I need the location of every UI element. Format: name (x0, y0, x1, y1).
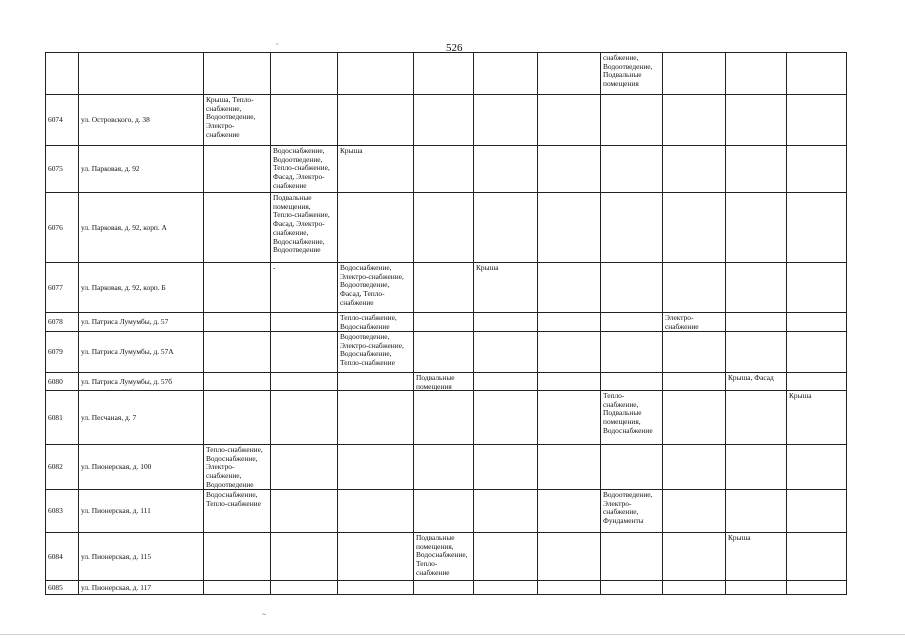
scan-edge-line (0, 634, 905, 635)
work-type-cell (473, 532, 537, 580)
work-type-cell (537, 262, 600, 312)
work-type-cell (786, 372, 846, 390)
address-cell: ул. Песчаная, д. 7 (78, 390, 203, 444)
work-type-cell (413, 390, 473, 444)
row-number: 6083 (45, 489, 78, 532)
row-number: 6081 (45, 390, 78, 444)
work-type-cell (786, 489, 846, 532)
work-type-cell (725, 580, 786, 595)
work-type-cell: Крыша (786, 390, 846, 444)
work-type-cell (725, 192, 786, 262)
work-type-cell (203, 580, 270, 595)
work-type-cell (662, 331, 725, 372)
work-type-cell (537, 94, 600, 145)
work-type-cell (786, 444, 846, 489)
work-type-cell (413, 312, 473, 331)
work-type-cell (786, 192, 846, 262)
work-type-cell (413, 444, 473, 489)
work-type-cell (337, 372, 413, 390)
work-type-cell: Водоснабжение, Тепло-снабжение (203, 489, 270, 532)
work-type-cell (600, 262, 662, 312)
work-type-cell (337, 580, 413, 595)
repair-schedule-table (45, 52, 846, 595)
work-type-cell (337, 192, 413, 262)
work-type-cell: Тепло-снабжение, Водоснабжение (337, 312, 413, 331)
work-type-cell (786, 331, 846, 372)
work-type-cell (413, 192, 473, 262)
work-type-cell (337, 532, 413, 580)
work-type-cell (270, 580, 337, 595)
work-type-cell (337, 52, 413, 94)
work-type-cell (786, 262, 846, 312)
work-type-cell: - (270, 262, 337, 312)
work-type-cell (203, 312, 270, 331)
work-type-cell (600, 580, 662, 595)
work-type-cell (473, 580, 537, 595)
work-type-cell (270, 390, 337, 444)
work-type-cell (203, 192, 270, 262)
row-number: 6078 (45, 312, 78, 331)
work-type-cell (337, 489, 413, 532)
work-type-cell (413, 580, 473, 595)
work-type-cell (662, 390, 725, 444)
work-type-cell (270, 489, 337, 532)
work-type-cell (337, 444, 413, 489)
work-type-cell: Водоснабжение, Водоотведение, Тепло-снабжение, Фасад, Электро- снабжение (270, 145, 337, 192)
work-type-cell (537, 192, 600, 262)
scan-mark: ˇ (276, 42, 279, 51)
work-type-cell: Крыша, Фасад (725, 372, 786, 390)
work-type-cell (662, 262, 725, 312)
address-cell: ул. Патриса Лумумбы, д. 57б (78, 372, 203, 390)
work-type-cell (600, 372, 662, 390)
work-type-cell (600, 331, 662, 372)
work-type-cell (473, 390, 537, 444)
work-type-cell (725, 52, 786, 94)
work-type-cell (203, 262, 270, 312)
work-type-cell (786, 94, 846, 145)
work-type-cell (473, 192, 537, 262)
work-type-cell (600, 145, 662, 192)
work-type-cell (203, 331, 270, 372)
work-type-cell (270, 331, 337, 372)
work-type-cell (537, 331, 600, 372)
row-number (45, 52, 78, 94)
work-type-cell (413, 262, 473, 312)
work-type-cell (786, 312, 846, 331)
page-number: 526 (446, 42, 463, 54)
work-type-cell (725, 145, 786, 192)
work-type-cell (662, 489, 725, 532)
work-type-cell (725, 390, 786, 444)
work-type-cell (600, 94, 662, 145)
work-type-cell (270, 532, 337, 580)
address-cell: ул. Парковая, д. 92, корп. Б (78, 262, 203, 312)
work-type-cell: Подвальные помещения, Водоснабжение, Тепло- снабжение (413, 532, 473, 580)
address-cell: ул. Островского, д. 38 (78, 94, 203, 145)
work-type-cell (270, 444, 337, 489)
work-type-cell (662, 94, 725, 145)
row-number: 6074 (45, 94, 78, 145)
work-type-cell (203, 390, 270, 444)
work-type-cell (662, 580, 725, 595)
work-type-cell (725, 312, 786, 331)
work-type-cell (662, 192, 725, 262)
work-type-cell (600, 532, 662, 580)
work-type-cell (600, 192, 662, 262)
work-type-cell (337, 390, 413, 444)
row-number: 6075 (45, 145, 78, 192)
address-cell: ул. Патриса Лумумбы, д. 57 (78, 312, 203, 331)
work-type-cell (537, 52, 600, 94)
work-type-cell (473, 444, 537, 489)
address-cell: ул. Парковая, д. 92 (78, 145, 203, 192)
work-type-cell: Электро- снабжение (662, 312, 725, 331)
work-type-cell: Крыша (473, 262, 537, 312)
work-type-cell (537, 580, 600, 595)
work-type-cell (413, 489, 473, 532)
work-type-cell (537, 312, 600, 331)
address-cell: ул. Пионерская, д. 117 (78, 580, 203, 595)
address-cell: ул. Патриса Лумумбы, д. 57А (78, 331, 203, 372)
work-type-cell: Водоотведение, Электро- снабжение, Фундаменты (600, 489, 662, 532)
address-cell: ул. Пионерская, д. 115 (78, 532, 203, 580)
work-type-cell (413, 52, 473, 94)
work-type-cell (662, 145, 725, 192)
table-border-bottom (45, 594, 847, 595)
row-number: 6079 (45, 331, 78, 372)
work-type-cell (473, 372, 537, 390)
work-type-cell (473, 145, 537, 192)
work-type-cell: Подвальные помещения (413, 372, 473, 390)
table-border-right (846, 52, 847, 595)
work-type-cell (473, 312, 537, 331)
work-type-cell: Подвальные помещения, Тепло-снабжение, Фасад, Электро- снабжение, Водоснабжение, Водоотведение (270, 192, 337, 262)
work-type-cell (725, 444, 786, 489)
work-type-cell (537, 489, 600, 532)
work-type-cell (270, 52, 337, 94)
work-type-cell (203, 372, 270, 390)
work-type-cell (537, 444, 600, 489)
work-type-cell (537, 372, 600, 390)
row-number: 6080 (45, 372, 78, 390)
work-type-cell (786, 580, 846, 595)
row-number: 6085 (45, 580, 78, 595)
work-type-cell (270, 372, 337, 390)
work-type-cell: Водоснабжение, Электро-снабжение, Водоотведение, Фасад, Тепло- снабжение (337, 262, 413, 312)
work-type-cell: снабжение, Водоотведение, Подвальные помещения (600, 52, 662, 94)
address-cell: ул. Пионерская, д. 111 (78, 489, 203, 532)
work-type-cell (473, 331, 537, 372)
work-type-cell (473, 94, 537, 145)
work-type-cell (662, 52, 725, 94)
work-type-cell (203, 145, 270, 192)
work-type-cell: Крыша, Тепло- снабжение, Водоотведение, Электро- снабжение (203, 94, 270, 145)
work-type-cell: Крыша (725, 532, 786, 580)
work-type-cell (725, 489, 786, 532)
address-cell (78, 52, 203, 94)
work-type-cell (662, 444, 725, 489)
work-type-cell (270, 312, 337, 331)
work-type-cell (725, 262, 786, 312)
work-type-cell (537, 390, 600, 444)
work-type-cell (203, 532, 270, 580)
work-type-cell (725, 331, 786, 372)
work-type-cell (473, 489, 537, 532)
work-type-cell: Тепло-снабжение, Водоснабжение, Электро- снабжение, Водоотведение (203, 444, 270, 489)
work-type-cell: Водоотведение, Электро-снабжение, Водоснабжение, Тепло-снабжение (337, 331, 413, 372)
work-type-cell (537, 145, 600, 192)
work-type-cell (662, 532, 725, 580)
work-type-cell (537, 532, 600, 580)
scan-mark: ~ (262, 610, 267, 619)
work-type-cell (270, 94, 337, 145)
work-type-cell (600, 444, 662, 489)
row-number: 6084 (45, 532, 78, 580)
work-type-cell (413, 145, 473, 192)
work-type-cell (413, 94, 473, 145)
row-number: 6076 (45, 192, 78, 262)
address-cell: ул. Парковая, д. 92, корп. А (78, 192, 203, 262)
work-type-cell (786, 532, 846, 580)
work-type-cell (662, 372, 725, 390)
row-number: 6077 (45, 262, 78, 312)
row-number: 6082 (45, 444, 78, 489)
work-type-cell: Тепло- снабжение, Подвальные помещения, Водоснабжение (600, 390, 662, 444)
address-cell: ул. Пионерская, д. 100 (78, 444, 203, 489)
work-type-cell (203, 52, 270, 94)
work-type-cell (337, 94, 413, 145)
work-type-cell (786, 145, 846, 192)
work-type-cell (786, 52, 846, 94)
work-type-cell (473, 52, 537, 94)
work-type-cell: Крыша (337, 145, 413, 192)
work-type-cell (413, 331, 473, 372)
work-type-cell (725, 94, 786, 145)
work-type-cell (600, 312, 662, 331)
